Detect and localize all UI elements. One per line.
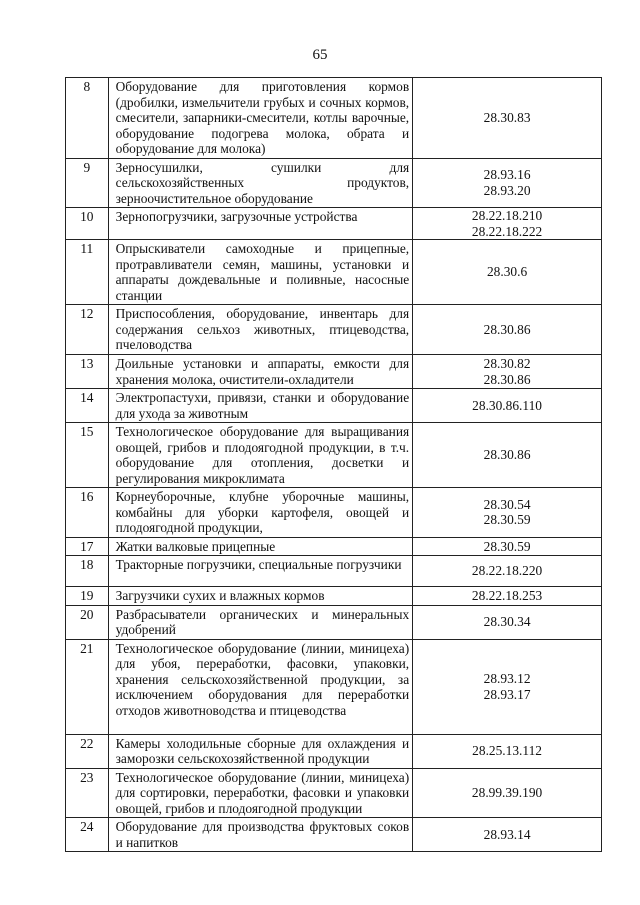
- okpd-code-cell: [413, 389, 602, 423]
- equipment-description: Зерносушилки, сушилки для сельскохозяйственных продуктов, зерноочистительное оборудование: [108, 158, 413, 208]
- row-number: 16: [66, 488, 109, 538]
- okpd-code: 28.30.34: [483, 614, 531, 630]
- okpd-code-cell: [413, 734, 602, 768]
- okpd-code: 28.30.86: [483, 371, 531, 387]
- okpd-code: 28.30.86.110: [472, 397, 542, 413]
- table-row: [66, 389, 602, 423]
- row-number: 19: [66, 587, 109, 606]
- equipment-description: Зернопогрузчики, загрузочные устройства: [108, 208, 413, 240]
- row-number: 15: [66, 423, 109, 488]
- okpd-code: 28.30.6: [486, 264, 528, 280]
- okpd-code-cell: [413, 639, 602, 734]
- table-row: [66, 78, 602, 159]
- okpd-code: 28.22.18.253: [471, 588, 543, 603]
- okpd-code-cell: [413, 208, 602, 240]
- table-row: [66, 305, 602, 355]
- okpd-code-cell: [413, 488, 602, 538]
- table-row: [66, 587, 602, 606]
- table-row: [66, 556, 602, 587]
- equipment-description: Загрузчики сухих и влажных кормов: [108, 587, 413, 606]
- equipment-description: Доильные установки и аппараты, емкости для хранения молока, очистители-охладители: [108, 355, 413, 389]
- okpd-code-cell: [413, 158, 602, 208]
- row-number: 22: [66, 734, 109, 768]
- table-row: [66, 639, 602, 734]
- okpd-code-cell: [413, 423, 602, 488]
- equipment-description: Технологическое оборудование для выращивания овощей, грибов и плодоягодной продукции, в т.ч. оборудование для отопления, досветки и регулирования микроклимата: [108, 423, 413, 488]
- okpd-code-cell: [413, 556, 602, 587]
- page-number: 65: [312, 47, 328, 63]
- okpd-code-cell: [413, 305, 602, 355]
- row-number: 20: [66, 605, 109, 639]
- okpd-code-cell: [413, 768, 602, 818]
- equipment-table: [65, 77, 602, 852]
- okpd-code: 28.22.18.210: [471, 208, 543, 223]
- table-row: [66, 355, 602, 389]
- okpd-code: 28.30.59: [483, 512, 531, 528]
- equipment-table-body: [66, 78, 602, 852]
- row-number: 14: [66, 389, 109, 423]
- table-row: [66, 158, 602, 208]
- equipment-description: Разбрасыватели органических и минеральных удобрений: [108, 605, 413, 639]
- equipment-description: Электропастухи, привязи, станки и оборудование для ухода за животным: [108, 389, 413, 423]
- row-number: 24: [66, 818, 109, 852]
- table-row: [66, 240, 602, 305]
- row-number: 12: [66, 305, 109, 355]
- table-row: [66, 537, 602, 556]
- equipment-description: Камеры холодильные сборные для охлаждения и заморозки сельскохозяйственной продукции: [108, 734, 413, 768]
- equipment-description: Технологическое оборудование (линии, миницеха) для убоя, переработки, фасовки, упаковки, хранения сельскохозяйственной продукции, за исключением оборудования для переработки отходов животноводства и птицеводства: [108, 639, 413, 734]
- row-number: 11: [66, 240, 109, 305]
- okpd-code: 28.30.82: [483, 356, 531, 371]
- row-number: 18: [66, 556, 109, 587]
- okpd-code-cell: [413, 605, 602, 639]
- equipment-description: Корнеуборочные, клубне уборочные машины, комбайны для уборки картофеля, овощей и плодоягодной продукции,: [108, 488, 413, 538]
- row-number: 17: [66, 537, 109, 556]
- row-number: 10: [66, 208, 109, 240]
- okpd-code: 28.93.16: [483, 167, 531, 183]
- row-number: 8: [66, 78, 109, 159]
- okpd-code: 28.25.13.112: [472, 743, 542, 759]
- table-row: [66, 208, 602, 240]
- okpd-code: 28.30.59: [483, 538, 531, 554]
- okpd-code: 28.93.17: [483, 686, 531, 702]
- table-row: [66, 423, 602, 488]
- equipment-description: Приспособления, оборудование, инвентарь для содержания сельхоз животных, птицеводства, пчеловодства: [108, 305, 413, 355]
- table-row: [66, 818, 602, 852]
- equipment-description: Тракторные погрузчики, специальные погрузчики: [108, 556, 413, 587]
- equipment-description: Оборудование для производства фруктовых соков и напитков: [108, 818, 413, 852]
- okpd-code-cell: [413, 355, 602, 389]
- row-number: 23: [66, 768, 109, 818]
- table-row: [66, 605, 602, 639]
- okpd-code-cell: [413, 587, 602, 606]
- okpd-code: 28.30.54: [483, 496, 531, 512]
- equipment-description: Жатки валковые прицепные: [108, 537, 413, 556]
- row-number: 13: [66, 355, 109, 389]
- table-row: [66, 768, 602, 818]
- okpd-code-cell: [413, 240, 602, 305]
- equipment-description: Оборудование для приготовления кормов (дробилки, измельчители грубых и сочных кормов, смесители, запарники-смесители, котлы варочные, оборудование подогрева молока, обрата и оборудование для молока): [108, 78, 413, 159]
- okpd-code-cell: [413, 537, 602, 556]
- table-row: [66, 488, 602, 538]
- equipment-description: Опрыскиватели самоходные и прицепные, протравливатели семян, машины, установки и аппараты дождевальные и поливные, насосные станции: [108, 240, 413, 305]
- okpd-code: 28.93.20: [483, 182, 531, 198]
- row-number: 9: [66, 158, 109, 208]
- okpd-code: 28.99.39.190: [471, 785, 543, 800]
- okpd-code: 28.93.14: [483, 826, 531, 842]
- okpd-code: 28.30.86: [483, 321, 531, 337]
- equipment-description: Технологическое оборудование (линии, миницеха) для сортировки, переработки, фасовки и упаковки овощей, грибов и плодоягодной продукции: [108, 768, 413, 818]
- okpd-code: 28.30.83: [483, 110, 531, 125]
- okpd-code-cell: [413, 818, 602, 852]
- okpd-code: 28.30.86: [483, 447, 531, 463]
- table-row: [66, 734, 602, 768]
- okpd-code-cell: [413, 78, 602, 159]
- okpd-code: 28.22.18.222: [471, 223, 543, 239]
- okpd-code: 28.93.12: [483, 671, 531, 686]
- okpd-code: 28.22.18.220: [471, 563, 543, 579]
- row-number: 21: [66, 639, 109, 734]
